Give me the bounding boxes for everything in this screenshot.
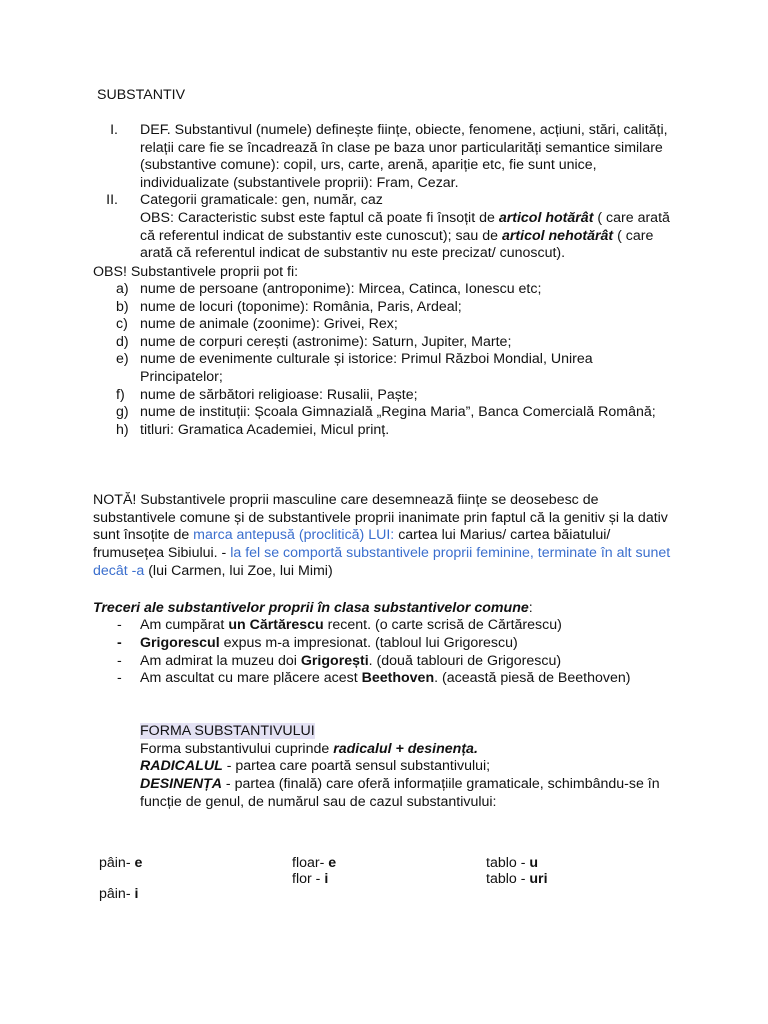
list-label: a): [116, 281, 129, 297]
page-title: SUBSTANTIV: [97, 87, 186, 103]
radical-line: RADICALUL - partea care poartă sensul substantivului;: [140, 758, 491, 774]
obs-article-text: OBS: Caracteristic subst este faptul că poate fi însoțit de: [140, 210, 499, 226]
nota-blue-text: la fel se comportă substantivele proprii feminine, terminate în alt sunet decât -a: [93, 545, 671, 579]
list-item: nume de sărbători religioase: Rusalii, Paște;: [140, 387, 418, 403]
roman-numeral: II.: [106, 192, 118, 208]
example-word: pâin- e: [99, 855, 143, 871]
list-label: e): [116, 351, 129, 367]
list-label: d): [116, 334, 129, 350]
obs-article-text: ( care arată că referentul indicat de substantiv este cunoscut); sau de: [140, 210, 670, 244]
dash-bullet: -: [117, 635, 122, 651]
example-word: pâin- i: [99, 886, 139, 902]
list-label: c): [116, 316, 128, 332]
grammatical-categories: Categorii gramaticale: gen, număr, caz: [140, 192, 383, 208]
forma-heading: FORMA SUBSTANTIVULUI: [140, 723, 315, 739]
obs-article-text: ( care arată că referentul indicat de substantiv nu este precizat/ cunoscut).: [140, 227, 654, 262]
list-item: nume de instituții: Școala Gimnazială „Regina Maria”, Banca Comercială Română;: [140, 404, 656, 420]
list-label: b): [116, 299, 129, 315]
list-label: g): [116, 404, 129, 420]
nota-blue-text: marca antepusă (proclitică) LUI:: [193, 527, 395, 544]
list-item: Grigorescul expus m-a impresionat. (tabloul lui Grigorescu): [140, 635, 518, 651]
list-item: nume de animale (zoonime): Grivei, Rex;: [140, 316, 398, 332]
example-word: floar- e: [292, 855, 337, 871]
list-item: nume de locuri (toponime): România, Paris, Ardeal;: [140, 299, 462, 315]
nota-paragraph: [93, 492, 678, 581]
list-label: f): [116, 387, 125, 403]
obs-proper-heading: OBS! Substantivele proprii pot fi:: [93, 264, 299, 280]
dash-bullet: -: [117, 653, 122, 669]
dash-bullet: -: [117, 617, 122, 633]
indefinite-article-term: articol nehotărât: [502, 227, 614, 244]
example-word: tablo - u: [486, 855, 539, 871]
obs-article-paragraph: [140, 210, 675, 263]
definite-article-term: articol hotărât: [498, 210, 594, 226]
list-item: Am admirat la muzeu doi Grigorești. (două tablouri de Grigorescu): [140, 653, 562, 669]
list-item: titluri: Gramatica Academiei, Micul prinț.: [140, 422, 390, 438]
list-item: Am ascultat cu mare plăcere acest Beethoven. (această piesă de Beethoven): [140, 670, 631, 686]
desinenta-line: DESINENȚA - partea (finală) care oferă informațiile gramaticale, schimbându-se în funcție de genul, de numărul sau de cazul substantivului:: [140, 776, 660, 810]
example-word: tablo - uri: [486, 871, 548, 887]
nota-text: cartea lui Marius/ cartea băiatului/ frumusețea Sibiului. -: [93, 527, 611, 562]
list-item: Am cumpărat un Cărtărescu recent. (o carte scrisă de Cărtărescu): [140, 617, 562, 633]
list-item: nume de corpuri cerești (astronime): Saturn, Jupiter, Marte;: [140, 334, 512, 350]
dash-bullet: -: [117, 670, 122, 686]
definition-text: DEF. Substantivul (numele) definește ființe, obiecte, fenomene, acțiuni, stări, calități, relații care fie se încadrează în clase pe baza unor particularități semantice similare (substantive comune): copil, urs, carte, arenă, apariție etc, fie sunt unice, individualizate (substantivele proprii): Fram, Cezar.: [140, 122, 668, 192]
list-item: nume de persoane (antroponime): Mircea, Catinca, Ionescu etc;: [140, 281, 542, 297]
nota-text: NOTĂ! Substantivele proprii masculine care desemnează ființe se deosebesc de substantivele comune și de substantivele proprii inanimate prin faptul că la genitiv și la dativ sunt însoțite de: [93, 492, 668, 544]
list-item: nume de evenimente culturale și istorice: Primul Război Mondial, Unirea Principatelor;: [140, 351, 593, 385]
forma-line: Forma substantivului cuprinde radicalul + desinența.: [140, 741, 478, 757]
treceri-heading: Treceri ale substantivelor proprii în clasa substantivelor comune:: [93, 600, 533, 616]
list-label: h): [116, 422, 129, 438]
roman-numeral: I.: [110, 122, 118, 138]
example-word: flor - i: [292, 871, 329, 887]
nota-text: (lui Carmen, lui Zoe, lui Mimi): [144, 562, 333, 579]
